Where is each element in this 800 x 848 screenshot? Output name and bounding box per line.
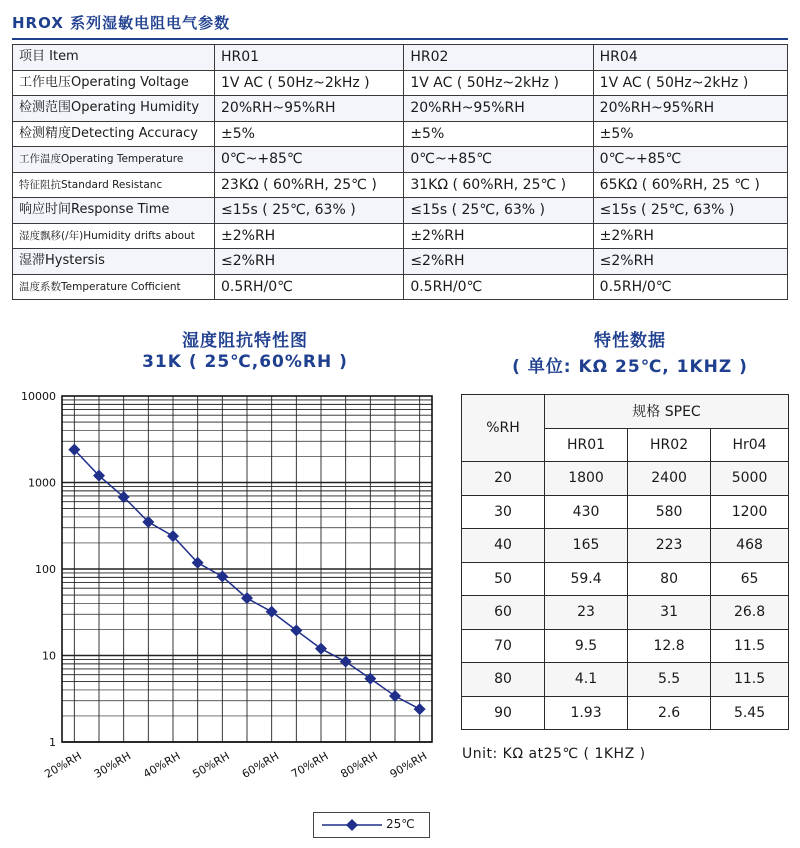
spec-row (462, 696, 789, 730)
params-cell: 0.5RH/0℃ (593, 274, 787, 300)
params-cell: 特征阻抗Standard Resistanc (13, 172, 215, 198)
spec-cell: 4.1 (545, 663, 628, 697)
y-tick-label: 10000 (21, 390, 56, 403)
params-cell: 温度系数Temperature Cofficient (13, 274, 215, 300)
data-point (266, 606, 278, 618)
spec-cell: 1.93 (545, 696, 628, 730)
spec-model-header: Hr04 (711, 428, 789, 462)
params-cell: 湿度飘移(/年)Humidity drifts about (13, 223, 215, 249)
y-tick-label: 100 (35, 563, 56, 576)
x-tick-label: 20%RH (42, 749, 84, 781)
params-row (13, 172, 788, 198)
params-cell: 响应时间Response Time (13, 198, 215, 224)
spec-cell: 31 (628, 596, 711, 630)
spec-row (462, 529, 789, 563)
chart-subtitle: 31K ( 25℃,60%RH ) (142, 352, 348, 372)
spec-title: 特性数据 (594, 331, 666, 351)
params-header-cell: 项目 Item (13, 45, 215, 71)
spec-cell: 5.5 (628, 663, 711, 697)
spec-header-row (462, 395, 789, 429)
params-cell: ±2%RH (215, 223, 404, 249)
params-cell: ≤2%RH (404, 249, 593, 275)
params-row (13, 249, 788, 275)
spec-cell: 11.5 (711, 663, 789, 697)
spec-cell: 90 (462, 696, 545, 730)
unit-note: Unit: KΩ at25℃ ( 1KHZ ) (462, 746, 646, 762)
params-table (12, 44, 788, 300)
params-row (13, 147, 788, 173)
y-tick-label: 1 (49, 736, 56, 749)
params-cell: ±5% (215, 121, 404, 147)
spec-cell: 60 (462, 596, 545, 630)
spec-cell: 80 (628, 562, 711, 596)
params-cell: 0.5RH/0℃ (215, 274, 404, 300)
diamond-marker-icon (346, 819, 358, 831)
params-cell: 23KΩ ( 60%RH, 25℃ ) (215, 172, 404, 198)
params-cell: 湿滞Hystersis (13, 249, 215, 275)
x-tick-label: 80%RH (338, 749, 380, 781)
params-cell: ≤15s ( 25℃, 63% ) (593, 198, 787, 224)
spec-cell: 2400 (628, 462, 711, 496)
spec-cell: 468 (711, 529, 789, 563)
params-row (13, 223, 788, 249)
params-cell: ≤15s ( 25℃, 63% ) (404, 198, 593, 224)
params-header-cell: HR02 (404, 45, 593, 71)
spec-cell: 11.5 (711, 629, 789, 663)
params-cell: 检测范围Operating Humidity (13, 96, 215, 122)
spec-row (462, 495, 789, 529)
spec-cell: 1200 (711, 495, 789, 529)
x-tick-label: 70%RH (289, 749, 331, 781)
params-cell: 20%RH~95%RH (215, 96, 404, 122)
spec-table (461, 394, 789, 730)
legend-swatch (320, 815, 384, 835)
chart-legend (313, 812, 430, 838)
params-cell: 20%RH~95%RH (404, 96, 593, 122)
spec-row (462, 596, 789, 630)
params-cell: ±2%RH (404, 223, 593, 249)
params-cell: 65KΩ ( 60%RH, 25 ℃ ) (593, 172, 787, 198)
spec-cell: 70 (462, 629, 545, 663)
params-cell: 20%RH~95%RH (593, 96, 787, 122)
spec-cell: 20 (462, 462, 545, 496)
spec-cell: 223 (628, 529, 711, 563)
params-cell: 0℃~+85℃ (404, 147, 593, 173)
x-tick-label: 40%RH (141, 749, 183, 781)
spec-cell: 580 (628, 495, 711, 529)
spec-cell: 2.6 (628, 696, 711, 730)
spec-cell: 50 (462, 562, 545, 596)
params-cell: 1V AC ( 50Hz~2kHz ) (215, 70, 404, 96)
spec-cell: 23 (545, 596, 628, 630)
params-cell: 1V AC ( 50Hz~2kHz ) (404, 70, 593, 96)
spec-cell: 430 (545, 495, 628, 529)
spec-cell: 5000 (711, 462, 789, 496)
spec-cell: 65 (711, 562, 789, 596)
legend-label: 25℃ (386, 817, 415, 831)
params-row (13, 121, 788, 147)
page-title: HROX 系列湿敏电阻电气参数 (12, 14, 231, 32)
spec-cell: 5.45 (711, 696, 789, 730)
params-cell: 0℃~+85℃ (593, 147, 787, 173)
params-header-cell: HR01 (215, 45, 404, 71)
params-row (13, 274, 788, 300)
params-cell: ≤15s ( 25℃, 63% ) (215, 198, 404, 224)
params-cell: ±5% (404, 121, 593, 147)
params-cell: 31KΩ ( 60%RH, 25℃ ) (404, 172, 593, 198)
data-point (315, 643, 327, 655)
x-tick-label: 60%RH (239, 749, 282, 781)
params-header-row (13, 45, 788, 71)
params-cell: 工作电压Operating Voltage (13, 70, 215, 96)
params-cell: 检测精度Detecting Accuracy (13, 121, 215, 147)
data-point (414, 703, 426, 715)
spec-cell: 80 (462, 663, 545, 697)
x-tick-label: 50%RH (190, 749, 232, 781)
spec-cell: 1800 (545, 462, 628, 496)
params-cell: 1V AC ( 50Hz~2kHz ) (593, 70, 787, 96)
spec-row (462, 663, 789, 697)
params-row (13, 198, 788, 224)
params-row (13, 96, 788, 122)
spec-group-header: 规格 SPEC (545, 395, 789, 429)
params-cell: ≤2%RH (215, 249, 404, 275)
spec-rh-header: %RH (462, 395, 545, 462)
params-cell: ≤2%RH (593, 249, 787, 275)
spec-cell: 26.8 (711, 596, 789, 630)
params-cell: 工作温度Operating Temperature (13, 147, 215, 173)
spec-model-header: HR02 (628, 428, 711, 462)
spec-cell: 165 (545, 529, 628, 563)
y-tick-label: 1000 (28, 476, 56, 490)
data-point (340, 656, 352, 668)
spec-cell: 30 (462, 495, 545, 529)
params-cell: ±5% (593, 121, 787, 147)
title-rule (12, 38, 788, 40)
x-tick-label: 30%RH (91, 749, 134, 781)
params-header-cell: HR04 (593, 45, 787, 71)
x-tick-label: 90%RH (387, 749, 430, 781)
data-point (389, 690, 401, 702)
impedance-chart (0, 385, 450, 805)
params-cell: 0℃~+85℃ (215, 147, 404, 173)
y-tick-label: 10 (42, 649, 56, 663)
params-row (13, 70, 788, 96)
spec-cell: 40 (462, 529, 545, 563)
spec-cell: 59.4 (545, 562, 628, 596)
params-cell: ±2%RH (593, 223, 787, 249)
spec-unit-title: ( 单位: KΩ 25℃, 1KHZ ) (512, 357, 748, 377)
spec-cell: 9.5 (545, 629, 628, 663)
params-cell: 0.5RH/0℃ (404, 274, 593, 300)
spec-row (462, 562, 789, 596)
spec-cell: 12.8 (628, 629, 711, 663)
spec-model-header: HR01 (545, 428, 628, 462)
chart-title: 湿度阻抗特性图 (182, 331, 308, 351)
data-point (290, 624, 302, 636)
spec-row (462, 629, 789, 663)
spec-row (462, 462, 789, 496)
